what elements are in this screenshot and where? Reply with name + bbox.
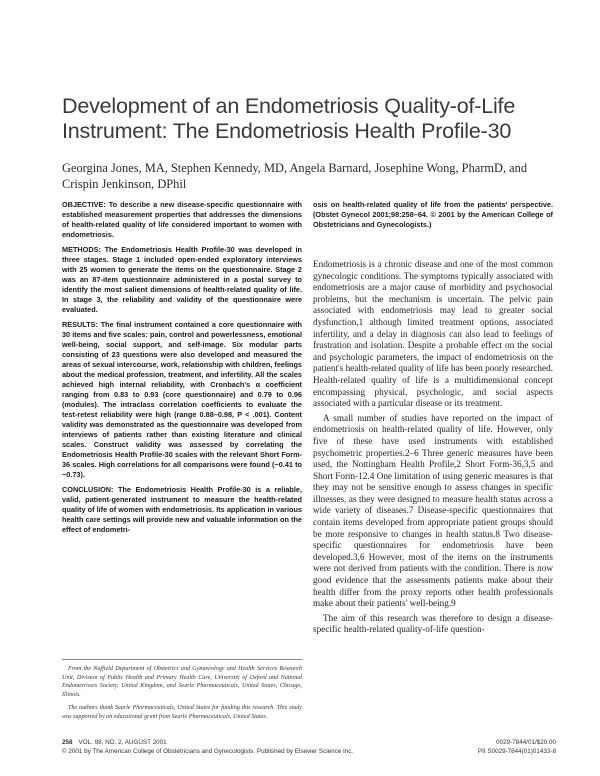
abstract-objective-text: To describe a new disease-specific questionnaire with established measurement properties that addresses the dimensions of health-related quality of life considered important to women with endometriosis. <box>62 200 302 239</box>
body-paragraph-2: A small number of studies have reported on the impact of endometriosis on health-related quality of life. However, only five of these have used instruments with established psychometric properties.2–6 Three generic measures have been used, the Nottingham Health Profile,2 Short Form-36,3,5 and Short Form-12.4 One limitation of using generic measures is that they may not be sensitive enough to assess changes in specific illnesses, as they were designed to measure health status across a wide variety of diseases.7 Disease-specific questionnaires that contain items developed from appropriate patient groups should be more responsive to changes in health status.8 Two disease-specific questionnaires for endometriosis have been developed.3,6 However, most of the items on the instruments were not derived from patients with the condition. There is now good evidence that the assessments patients make about their health differ from the proxy reports other health professionals make about their patients' well-being.9 <box>313 412 553 609</box>
page-footer <box>62 738 556 756</box>
abstract-objective-label: OBJECTIVE: <box>62 200 106 209</box>
footnotes <box>62 665 302 727</box>
footer-left-1 <box>62 738 167 747</box>
journal-volume: VOL. 98, NO. 2, AUGUST 2001 <box>78 739 167 746</box>
body-paragraph-3: The aim of this research was therefore to design a disease-specific health-related quality-of-life question- <box>313 612 553 635</box>
footer-row-1 <box>62 738 556 747</box>
footnote-funding: The authors thank Searle Pharmaceuticals, United States for funding this research. This study was supported by an educational grant from Searle Pharmaceuticals, United States. <box>62 705 302 720</box>
abstract-results <box>62 320 302 480</box>
pii-identifier: PII S0029-7844(01)01433-8 <box>477 748 556 755</box>
abstract <box>62 200 302 540</box>
body-text-column <box>313 259 553 636</box>
footer-row-2 <box>62 747 556 756</box>
abstract-methods-text: The Endometriosis Health Profile-30 was developed in three stages. Stage 1 included open-ended exploratory interviews with 25 women to generate the items on the questionnaire. Stage 2 was an 87-item questionnaire administered in a postal survey to identify the most salient dimensions of health-related quality of life. In stage 3, the reliability and validity of the questionnaire were evaluated. <box>62 245 302 314</box>
article-title-line-2: Instrument: The Endometriosis Health Profile-30 <box>62 119 512 143</box>
abstract-conclusion <box>62 485 302 535</box>
page-number: 258 <box>62 739 73 746</box>
abstract-objective <box>62 200 302 240</box>
abstract-methods-label: METHODS: <box>62 245 101 254</box>
footnote-divider <box>62 659 302 660</box>
abstract-continuation: osis on health-related quality of life from the patients' perspective. (Obstet Gynecol 2001;98:258–64. © 2001 by the American College of Obstetricians and Gynecologists.) <box>313 200 553 229</box>
abstract-results-label: RESULTS: <box>62 320 98 329</box>
copyright-notice: © 2001 by The American College of Obstetricians and Gynecologists. Published by Elsevier Science Inc. <box>62 748 354 755</box>
issn-price: 0029-7844/01/$20.00 <box>496 739 556 746</box>
author-line-2: Crispin Jenkinson, DPhil <box>62 177 187 191</box>
article-title <box>62 94 562 144</box>
article-title-line-1: Development of an Endometriosis Quality-of-Life <box>62 94 516 118</box>
author-line-1: Georgina Jones, MA, Stephen Kennedy, MD, Angela Barnard, Josephine Wong, PharmD, and <box>62 161 528 175</box>
footnote-affiliation: From the Nuffield Department of Obstetrics and Gynaecology and Health Services Research Unit, Division of Public Health and Primary Health Care, University of Oxford and National Endometriosis Society, United Kingdom, and Searle Pharmaceuticals, United States, Chicago, Illinois. <box>62 666 302 698</box>
abstract-conclusion-label: CONCLUSION: <box>62 485 114 494</box>
abstract-methods <box>62 245 302 315</box>
author-list <box>62 160 542 192</box>
abstract-results-text: The final instrument contained a core questionnaire with 30 items and five scales: pain, control and powerlessness, emotional well-being, social support, and self-image. Six modular parts consisting of 23 questions were also developed and measured the areas of sexual intercourse, work, relationship with children, feelings about the medical profession, treatment, and infertility. All the scales achieved high internal reliability, with Cronbach's α coefficient ranging from 0.83 to 0.93 (core questionnaire) and 0.79 to 0.96 (modules). The intraclass correlation coefficients to evaluate the test-retest reliability were high (range 0.88–0.98, P < .001). Content validity was demonstrated as the questionnaire was developed from interviews of patients rather than existing literature and clinical scales. Construct validity was assessed by correlating the Endometriosis Health Profile-30 scales with the relevant Short Form-36 scales. High correlations for all comparisons were found (−0.41 to −0.73). <box>62 320 302 479</box>
body-paragraph-1: Endometriosis is a chronic disease and one of the most common gynecologic conditions. The symptoms typically associated with endometriosis are a major cause of morbidity and psychosocial problems, but the mechanism is uncertain. The pelvic pain associated with endometriosis may lead to greater social dysfunction,1 although limited treatment options, associated infertility, and a delay in diagnosis can also lead to feelings of frustration and isolation. Despite a probable effect on the social and psychologic parameters, the impact of endometriosis on the patient's health-related quality of life has been poorly researched. Health-related quality of life is a multidimensional concept encompassing physical, psychologic, and social aspects associated with a particular disease or its treatment. <box>313 259 553 409</box>
abstract-conclusion-text: The Endometriosis Health Profile-30 is a reliable, valid, patient-generated instrument to measure the health-related quality of life of women with endometriosis. Its application in various health care settings will provide new and valuable information on the effect of endometri- <box>62 485 302 534</box>
